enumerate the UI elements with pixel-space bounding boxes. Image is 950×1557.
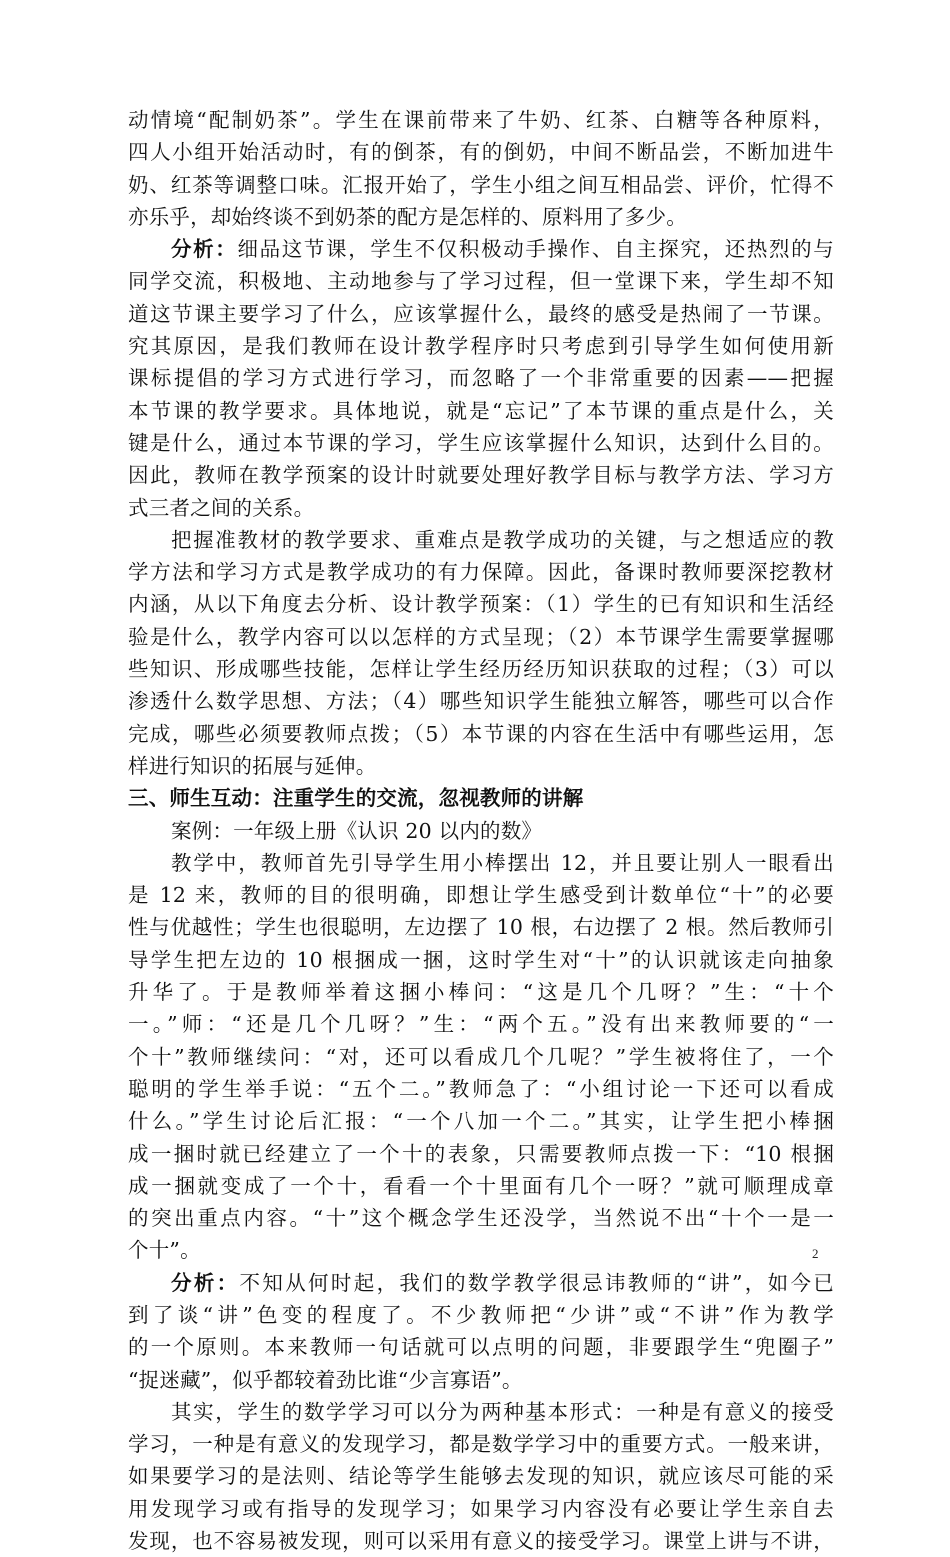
text-line: 学习，一种是有意义的发现学习，都是数学学习中的重要方式。一般来讲， bbox=[128, 1432, 834, 1457]
text-line: 聪明的学生举手说：“五个二。”教师急了：“小组讨论一下还可以看成 bbox=[128, 1076, 834, 1101]
analysis-line bbox=[128, 233, 834, 265]
text-line: 奶、红茶等调整口味。汇报开始了，学生小组之间互相品尝、评价，忙得不 bbox=[128, 172, 834, 197]
text-line: 是 12 来，教师的目的很明确，即想让学生感受到计数单位“十”的必要 bbox=[128, 883, 834, 908]
text-line: 发现，也不容易被发现，则可以采用有意义的接受学习。课堂上讲与不讲， bbox=[128, 1529, 834, 1554]
text-line: 内涵，从以下角度去分析、设计教学预案：（1）学生的已有知识和生活经 bbox=[128, 592, 834, 617]
text-line: 同学交流，积极地、主动地参与了学习过程，但一堂课下来，学生却不知 bbox=[128, 269, 834, 294]
text-line: 式三者之间的关系。 bbox=[128, 495, 315, 520]
section-heading: 三、师生互动：注重学生的交流，忽视教师的讲解 bbox=[128, 786, 584, 811]
text-line: 究其原因，是我们教师在设计教学程序时只考虑到引导学生如何使用新 bbox=[128, 334, 834, 359]
text-line: 成一捆就变成了一个十，看看一个十里面有几个一呀？”就可顺理成章 bbox=[128, 1173, 834, 1198]
text-line: 用发现学习或有指导的发现学习；如果学习内容没有必要让学生亲自去 bbox=[128, 1496, 834, 1521]
text-line: 亦乐乎，却始终谈不到奶茶的配方是怎样的、原料用了多少。 bbox=[128, 204, 687, 229]
text-line: 些知识、形成哪些技能，怎样让学生经历经历知识获取的过程；（3）可以 bbox=[128, 657, 834, 682]
text-line: 教学中，教师首先引导学生用小棒摆出 12，并且要让别人一眼看出 bbox=[171, 850, 834, 875]
text-line: 个十”教师继续问：“对，还可以看成几个几呢？”学生被将住了，一个 bbox=[128, 1044, 834, 1069]
text-line: 动情境“配制奶茶”。学生在课前带来了牛奶、红茶、白糖等各种原料， bbox=[128, 108, 834, 132]
text-line: 升华了。于是教师举着这捆小棒问：“这是几个几呀？”生：“十个 bbox=[128, 980, 834, 1005]
text-line: 的一个原则。本来教师一句话就可以点明的问题，非要跟学生“兜圈子” bbox=[128, 1335, 834, 1360]
text-line: 其实，学生的数学学习可以分为两种基本形式：一种是有意义的接受 bbox=[171, 1399, 834, 1424]
text-line: 性与优越性；学生也很聪明，左边摆了 10 根，右边摆了 2 根。然后教师引 bbox=[128, 915, 834, 940]
text-line: 因此，教师在教学预案的设计时就要处理好教学目标与教学方法、学习方 bbox=[128, 463, 834, 488]
text-line: “捉迷藏”，似乎都较着劲比谁“少言寡语”。 bbox=[128, 1367, 523, 1392]
text-line: 课标提倡的学习方式进行学习，而忽略了一个非常重要的因素——把握 bbox=[128, 366, 834, 391]
text-line: 验是什么，教学内容可以以怎样的方式呈现；（2）本节课学生需要掌握哪 bbox=[128, 624, 834, 649]
text-line: 键是什么，通过本节课的学习，学生应该掌握什么知识，达到什么目的。 bbox=[128, 430, 834, 455]
text-line: 道这节课主要学习了什么，应该掌握什么，最终的感受是热闹了一节课。 bbox=[128, 301, 834, 326]
analysis-line bbox=[128, 1267, 834, 1299]
text-line: 成一捆时就已经建立了一个十的表象，只需要教师点拨一下：“10 根捆 bbox=[128, 1141, 834, 1166]
text-line: 渗透什么数学思想、方法；（4）哪些知识学生能独立解答，哪些可以合作 bbox=[128, 689, 834, 714]
text-line: 的突出重点内容。“十”这个概念学生还没学，当然说不出“十个一是一 bbox=[128, 1206, 834, 1231]
text-line: 样进行知识的拓展与延伸。 bbox=[128, 753, 377, 778]
page-number: 2 bbox=[812, 1246, 819, 1261]
body-text bbox=[128, 104, 834, 1557]
analysis-label: 分析： bbox=[171, 237, 238, 262]
text-line: 完成，哪些必须要教师点拨；（5）本节课的内容在生活中有哪些运用，怎 bbox=[128, 721, 834, 746]
analysis-text: 不知从何时起，我们的数学教学很忌讳教师的“讲”，如今已 bbox=[239, 1270, 834, 1295]
text-line: 一。”师：“还是几个几呀？”生：“两个五。”没有出来教师要的“一 bbox=[128, 1012, 834, 1037]
text-line: 如果要学习的是法则、结论等学生能够去发现的知识，就应该尽可能的采 bbox=[128, 1464, 834, 1489]
text-line: 把握准教材的教学要求、重难点是教学成功的关键，与之想适应的教 bbox=[171, 527, 834, 552]
analysis-text: 细品这节课，学生不仅积极动手操作、自主探究，还热烈的与 bbox=[237, 237, 834, 262]
text-line: 什么。”学生讨论后汇报：“一个八加一个二。”其实，让学生把小棒捆 bbox=[128, 1109, 834, 1134]
text-line: 本节课的教学要求。具体地说，就是“忘记”了本节课的重点是什么，关 bbox=[128, 398, 834, 423]
text-line: 到了谈“讲”色变的程度了。不少教师把“少讲”或“不讲”作为教学 bbox=[128, 1302, 834, 1327]
text-line: 导学生把左边的 10 根捆成一捆，这时学生对“十”的认识就该走向抽象 bbox=[128, 947, 834, 972]
text-line: 四人小组开始活动时，有的倒茶，有的倒奶，中间不断品尝，不断加进牛 bbox=[128, 140, 834, 165]
analysis-label: 分析： bbox=[171, 1270, 240, 1295]
case-title: 案例：一年级上册《认识 20 以内的数》 bbox=[171, 818, 543, 843]
text-line: 学方法和学习方式是教学成功的有力保障。因此，备课时教师要深挖教材 bbox=[128, 560, 834, 585]
text-line: 个十”。 bbox=[128, 1238, 201, 1263]
